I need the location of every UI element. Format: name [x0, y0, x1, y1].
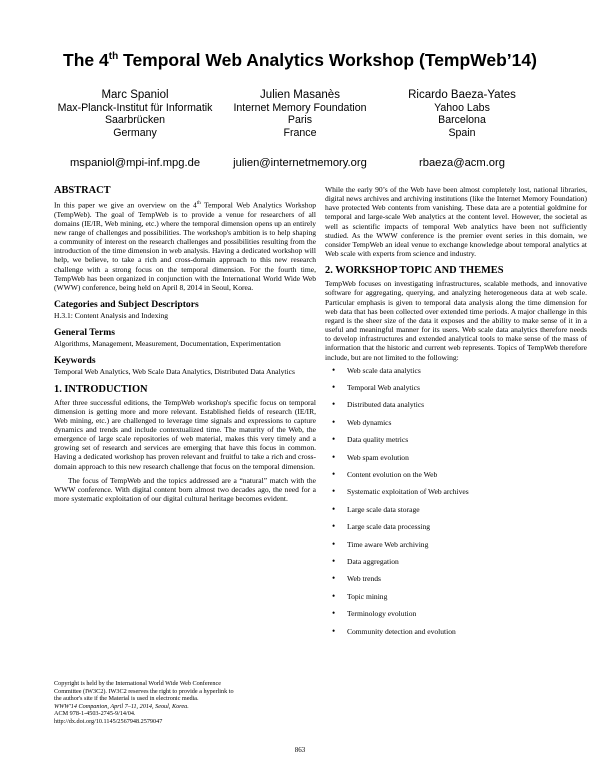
author-affiliation: Yahoo Labs [434, 102, 490, 114]
list-item: • Large scale data processing [325, 522, 587, 539]
keywords-heading: Keywords [54, 355, 96, 367]
intro-continued-paragraph: While the early 90’s of the Web have been almost completely lost, national libraries, digital news archives and archiving institutions (like the Internet Memory Foundation) have protected Web contents from vanishing. These data are a potential goldmine for temporal and large-scale Web analytics at the content level. However, the societal as well as scientific impacts of temporal Web analytics have been not sufficiently studied. As the WWW conference is the premier event series in this domain, we consider TempWeb an ideal venue to exchange knowledge about temporal analytics at Web scale with experts from science and industry. [325, 185, 587, 259]
author-city: Saarbrücken [104, 114, 166, 127]
keywords-text: Temporal Web Analytics, Web Scale Data Analytics, Distributed Data Analytics [54, 367, 295, 377]
introduction-paragraph-1: After three successful editions, the TempWeb workshop's specific focus on temporal dimension is getting more and more relevant. Established fields of research (IE/IR, Web mining, etc.) are challenged to leverage time signals and expressions to capture dynamics and trends and include contextualized time. The maturity of the Web, the emergence of large scale repositories of web material, makes this very timely and a growing set of research and services are emerging that have this focus in common. Having a dedicated workshop has proven relevant and fruitful to take a rich and cross-domain approach to this new research challenge that focus on the temporal dimension. [54, 397, 316, 471]
list-item: • Terminology evolution [325, 609, 587, 626]
abstract-text: In this paper we give an overview on the 4th Temporal Web Analytics Workshop (TempWeb). The goal of TempWeb is to provide a venue for researchers of all domains (IE/IR, Web mining, etc.) where the temporal dimension opens up an entirely new range of challenges and possibilities. The workshop's ambition is to help shaping a community of interest on the research challenges and possibilities resulting from the introduction of the time dimension in web analysis. Having a dedicated workshop will help, we believe, to take a rich and cross-domain approach to this new research challenge with a strong focus on the temporal dimension. For the fourth time, TempWeb has been organized in conjunction with the International World Wide Web (WWW) conference, being held on April 8, 2014 in Seoul, Korea. [54, 200, 317, 292]
topics-list [325, 366, 587, 644]
list-item: • Web dynamics [325, 418, 587, 435]
list-item: • Data quality metrics [325, 435, 587, 452]
author-affiliation: Internet Memory Foundation [233, 102, 367, 114]
author-email: julien@internetmemory.org [233, 157, 367, 170]
list-item: • Community detection and evolution [325, 627, 587, 644]
paper-title: The 4th Temporal Web Analytics Workshop (TempWeb’14) [63, 50, 537, 70]
copyright-notice: Copyright is held by the International World Wide Web Conference Committee (IW3C2). IW3C2 reserves the right to provide a hyperlink to the author's site if the Material is used in electronic media. WWW'14 Companion, April 7–11, 2014, Seoul, Korea. ACM 978-1-4503-2745-9/14/04. http://dx.doi.org/10.1145/2567948.2579047 [54, 680, 234, 725]
list-item: • Web scale data analytics [325, 366, 587, 383]
introduction-paragraph-2: The focus of TempWeb and the topics addressed are a “natural” match with the WWW conference. With digital content born almost two decades ago, the need for a more systematic exploitation of our digital cultural heritage becomes evident. [54, 475, 316, 504]
abstract-heading: ABSTRACT [54, 185, 111, 196]
author-country: Spain [448, 126, 476, 139]
workshop-topics-heading: 2. WORKSHOP TOPIC AND THEMES [325, 265, 504, 277]
list-item: • Distributed data analytics [325, 400, 587, 417]
workshop-topics-text: TempWeb focuses on investigating infrastructures, scalable methods, and innovative software for aggregating, querying, and analyzing heterogeneous data at web scale. Particular emphasis is given to temporal data analysis along the time dimension for web data that has been collected over extended time periods. A major challenge in this regard is the sheer size of the data it exposes and the ability to make sense of it in a useful and meaningful manner for its users. Web scale data analytics therefore needs to develop infrastructures and extended analytical tools to make sense of the mass of information that the historic and current web represents. Topics of TempWeb therefore include, but are not limited to the following: [325, 279, 587, 362]
introduction-heading: 1. INTRODUCTION [54, 383, 148, 395]
author-name: Ricardo Baeza-Yates [408, 89, 516, 101]
author-email: rbaeza@acm.org [419, 157, 505, 170]
author-country: Germany [113, 126, 157, 139]
left-column [54, 185, 316, 503]
author-block-1 [55, 88, 215, 170]
list-item: • Data aggregation [325, 557, 587, 574]
list-item: • Large scale data storage [325, 505, 587, 522]
list-item: • Topic mining [325, 592, 587, 609]
list-item: • Temporal Web analytics [325, 383, 587, 400]
author-affiliation: Max-Planck-Institut für Informatik [57, 102, 213, 114]
author-city: Paris [287, 114, 313, 127]
categories-heading: Categories and Subject Descriptors [54, 299, 199, 311]
general-terms-text: Algorithms, Management, Measurement, Documentation, Experimentation [54, 339, 281, 349]
list-item: • Content evolution on the Web [325, 470, 587, 487]
author-email: mspaniol@mpi-inf.mpg.de [69, 157, 201, 170]
author-block-2 [220, 88, 380, 170]
author-country: France [283, 126, 317, 139]
author-block-3 [382, 88, 542, 170]
list-item: • Time aware Web archiving [325, 540, 587, 557]
general-terms-heading: General Terms [54, 327, 116, 339]
list-item: • Web spam evolution [325, 453, 587, 470]
list-item: • Systematic exploitation of Web archives [325, 487, 587, 504]
author-city: Barcelona [438, 114, 486, 127]
right-column [325, 185, 587, 644]
categories-text: H.3.1: Content Analysis and Indexing [54, 311, 169, 321]
list-item: • Web trends [325, 574, 587, 591]
author-name: Julien Masanès [260, 89, 340, 101]
page-number: 863 [294, 746, 306, 754]
author-name: Marc Spaniol [101, 89, 169, 101]
